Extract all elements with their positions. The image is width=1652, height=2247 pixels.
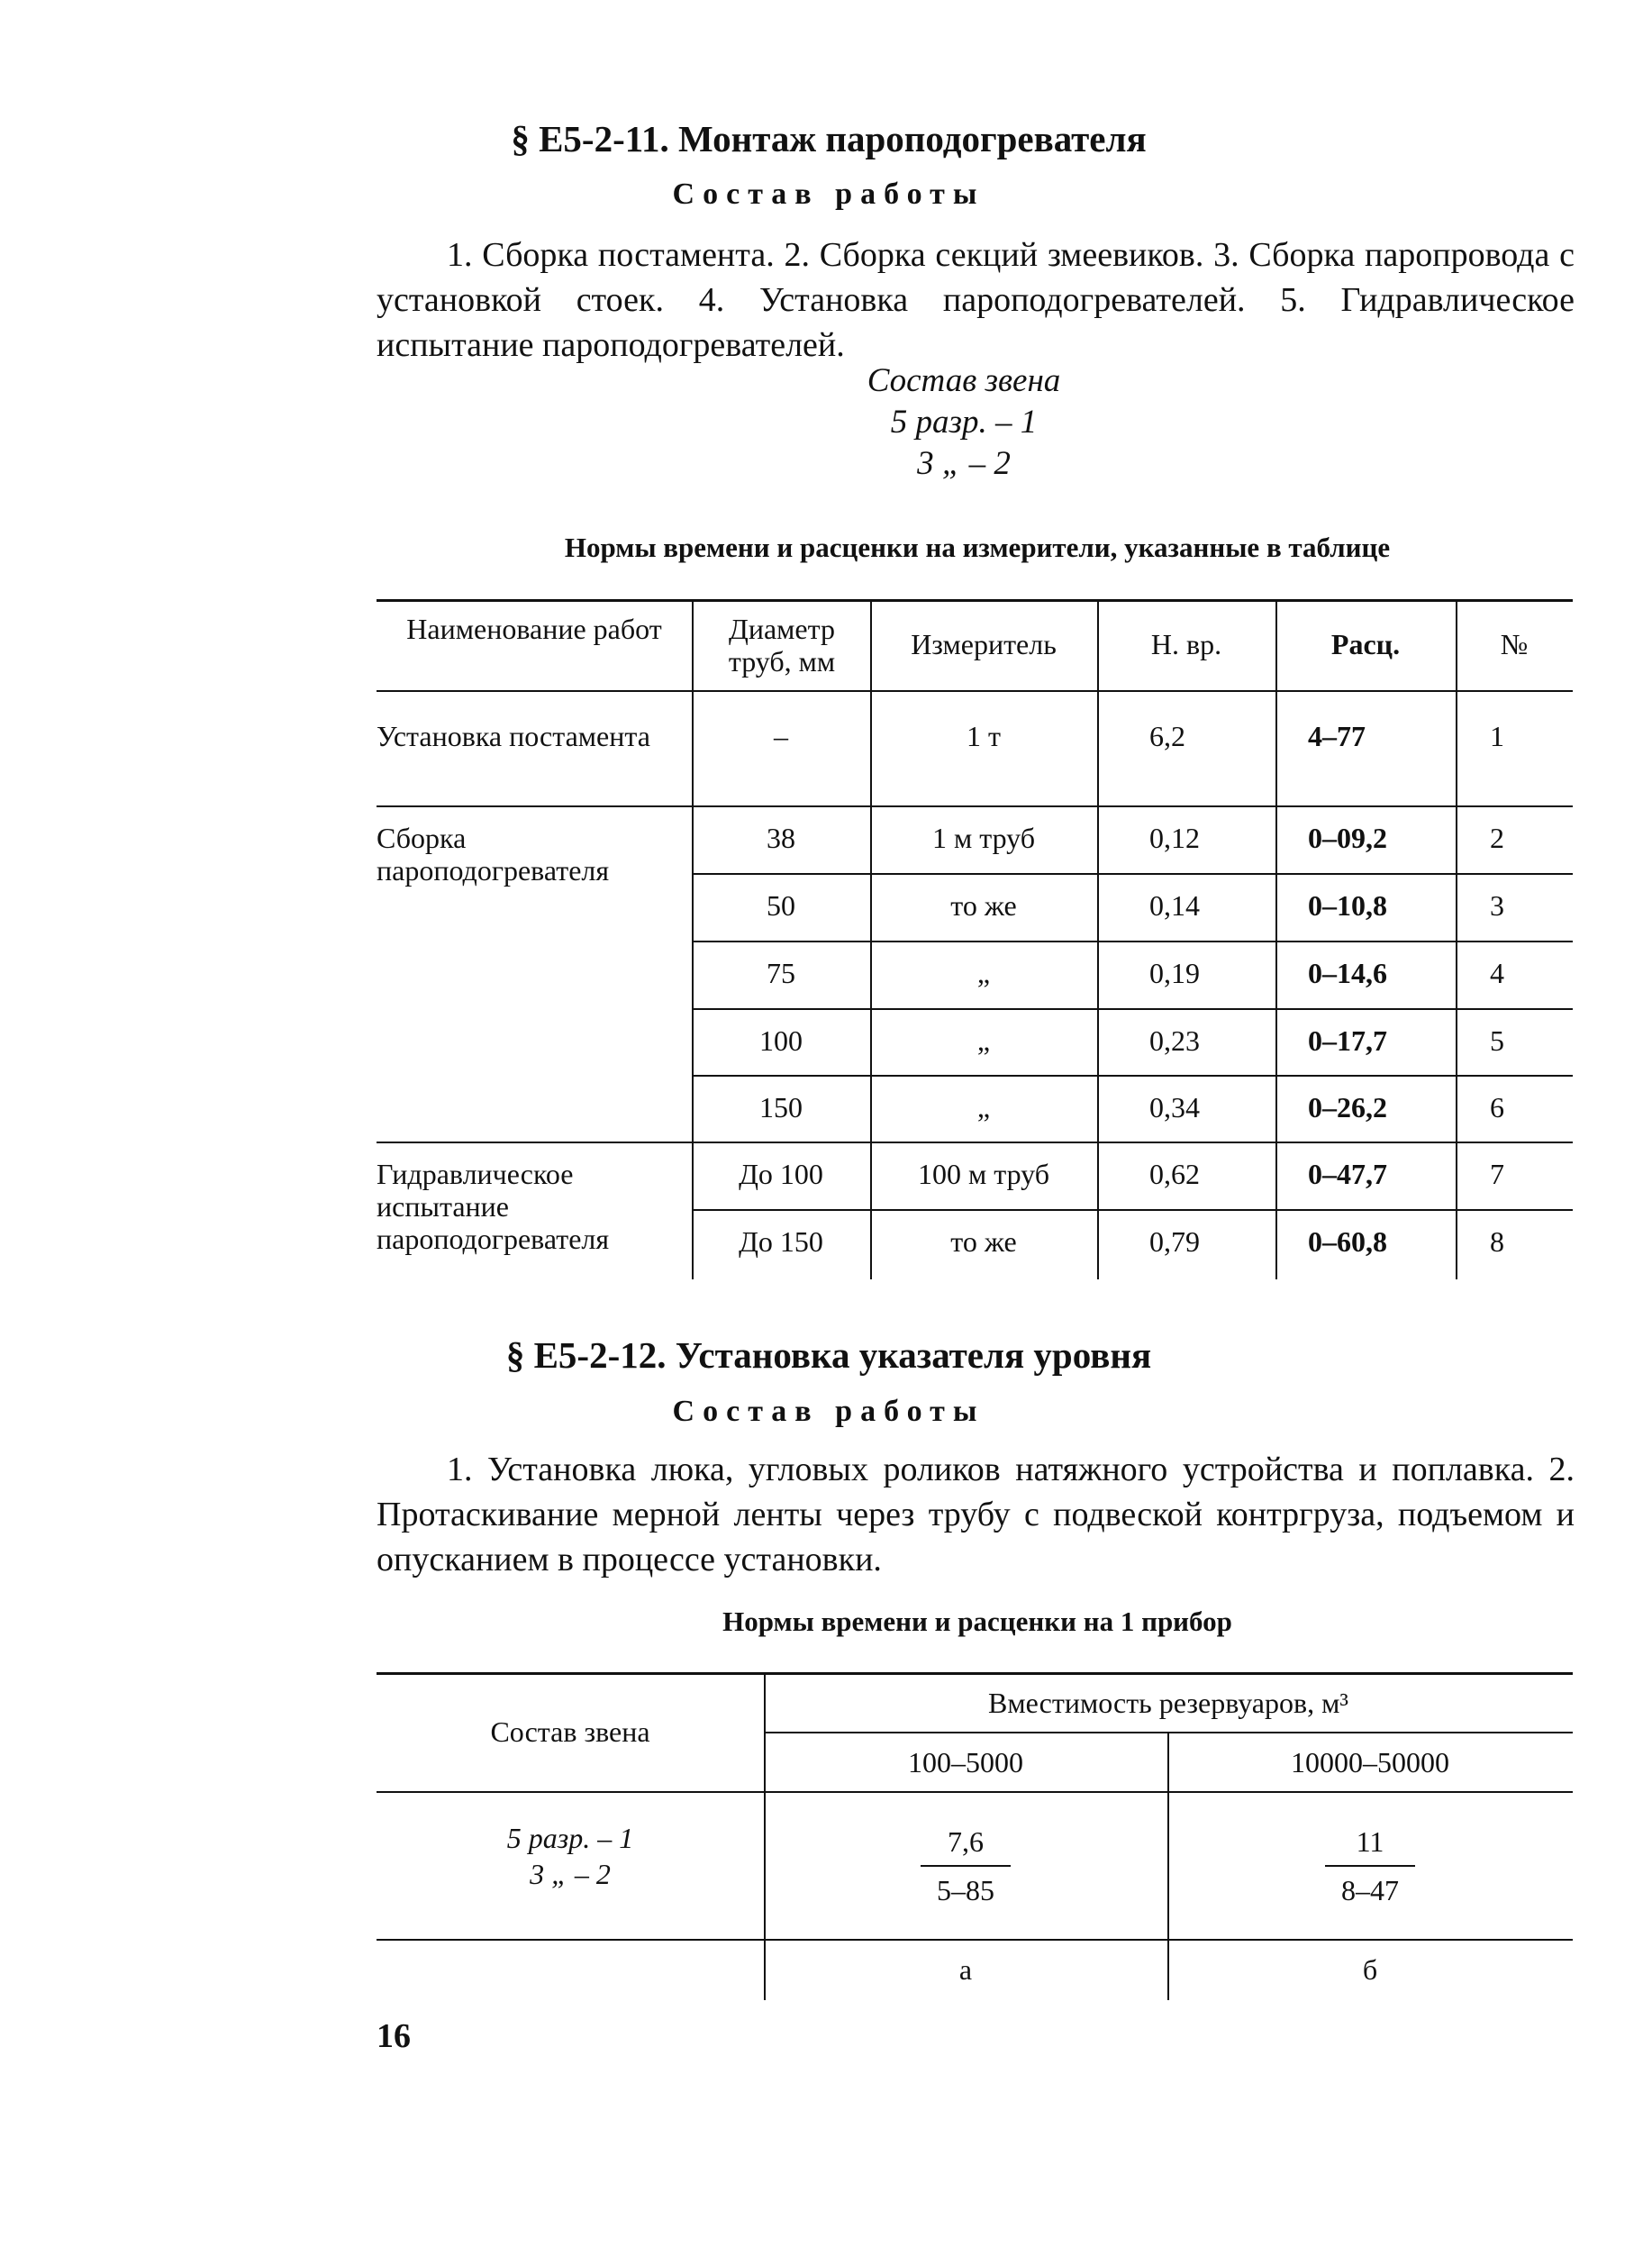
- column-header: Диаметр труб, мм: [728, 613, 836, 678]
- norm-cell: 0,34: [1149, 1091, 1200, 1124]
- work-composition-text: 1. Сборка постамента. 2. Сборка секций змеевиков. 3. Сборка паропровода с установкой стоек. 4. Установка пароподогревателей. 5. Гидравлическое испытание пароподогревателей.: [377, 236, 1575, 364]
- section-title: § Е5-2-12. Установка указателя уровня: [505, 1334, 1152, 1376]
- table-rule: [1456, 599, 1457, 1279]
- table-rule: [377, 599, 1573, 602]
- norm-rate-fraction: [1167, 1824, 1573, 1908]
- norm-value: 7,6: [948, 1825, 984, 1858]
- norm-rate-fraction: [764, 1824, 1167, 1908]
- table-title: Нормы времени и расценки на 1 прибор: [722, 1606, 1232, 1637]
- rate-value: 5–85: [937, 1874, 994, 1906]
- rate-cell: 4–77: [1308, 720, 1366, 752]
- diameter-cell: 50: [767, 889, 795, 922]
- work-name-cell: Гидравлическое испытание пароподогревателя: [377, 1158, 610, 1255]
- norm-cell: 0,23: [1149, 1024, 1200, 1057]
- column-group-header: Вместимость резервуаров, м³: [988, 1687, 1348, 1719]
- norm-cell: 0,62: [1149, 1158, 1200, 1190]
- work-composition-header: Состав работы: [672, 177, 985, 211]
- column-header: Н. вр.: [1150, 628, 1222, 660]
- row-number-cell: 6: [1490, 1091, 1504, 1124]
- row-number-cell: 2: [1490, 822, 1504, 854]
- unit-cell: „: [976, 1091, 991, 1124]
- brigade-title: Состав звена: [867, 362, 1061, 399]
- section-title: § Е5-2-11. Монтаж пароподогревателя: [511, 118, 1147, 159]
- row-number-cell: 8: [1490, 1225, 1504, 1258]
- rate-value: 8–47: [1341, 1874, 1399, 1906]
- table-rule: [1097, 599, 1099, 1279]
- diameter-cell: 75: [767, 957, 795, 989]
- column-letter: б: [1362, 1953, 1378, 1986]
- diameter-cell: До 100: [739, 1158, 823, 1190]
- row-number-cell: 5: [1490, 1024, 1504, 1057]
- column-header: №: [1500, 628, 1529, 660]
- rate-cell: 0–60,8: [1308, 1225, 1387, 1258]
- row-number-cell: 4: [1490, 957, 1504, 989]
- brigade-line: 3 „ – 2: [530, 1858, 611, 1890]
- table-rule: [377, 1791, 1573, 1793]
- table-rule: [692, 941, 1573, 942]
- table-rule: [377, 805, 1573, 807]
- row-number-cell: 1: [1490, 720, 1504, 752]
- work-name-cell: Установка постамента: [377, 720, 650, 752]
- norm-cell: 0,12: [1149, 822, 1200, 854]
- table-rule: [377, 1672, 1573, 1675]
- rate-cell: 0–10,8: [1308, 889, 1387, 922]
- norm-cell: 0,19: [1149, 957, 1200, 989]
- row-number-cell: 7: [1490, 1158, 1504, 1190]
- table-rule: [692, 1008, 1573, 1010]
- column-header: 10000–50000: [1291, 1746, 1449, 1778]
- unit-cell: 100 м труб: [917, 1158, 1050, 1190]
- brigade-line: 5 разр. – 1: [506, 1822, 634, 1854]
- table-rule: [377, 1939, 1573, 1941]
- rate-cell: 0–47,7: [1308, 1158, 1387, 1190]
- work-composition-header: Состав работы: [672, 1395, 985, 1428]
- diameter-cell: 38: [767, 822, 795, 854]
- column-header: Измеритель: [911, 628, 1057, 660]
- norm-value: 11: [1356, 1825, 1384, 1858]
- rate-cell: 0–09,2: [1308, 822, 1387, 854]
- unit-cell: 1 т: [967, 720, 1001, 752]
- table-title: Нормы времени и расценки на измерители, указанные в таблице: [564, 532, 1391, 563]
- column-header: Состав звена: [490, 1715, 650, 1748]
- diameter-cell: 100: [759, 1024, 803, 1057]
- diameter-cell: 150: [759, 1091, 803, 1124]
- work-composition-text: 1. Установка люка, угловых роликов натяжного устройства и поплавка. 2. Протаскивание мерной ленты через трубу с подвеской контргруза, подъемом и опусканием в процессе установки.: [377, 1451, 1575, 1578]
- table-rule: [692, 1075, 1573, 1077]
- page-number: 16: [377, 2017, 411, 2055]
- diameter-cell: До 150: [739, 1225, 823, 1258]
- table-rule: [1275, 599, 1277, 1279]
- table-rule: [377, 690, 1573, 692]
- column-header: Наименование работ: [406, 613, 662, 645]
- fraction-bar: [921, 1865, 1011, 1867]
- row-number-cell: 3: [1490, 889, 1504, 922]
- unit-cell: „: [976, 957, 991, 989]
- work-name-cell: Сборка пароподогревателя: [377, 822, 610, 887]
- norm-cell: 0,79: [1149, 1225, 1200, 1258]
- rate-cell: 0–14,6: [1308, 957, 1387, 989]
- rate-cell: 0–26,2: [1308, 1091, 1387, 1124]
- table-rule: [692, 873, 1573, 875]
- table-rule: [692, 1209, 1573, 1211]
- table-rule: [377, 1142, 1573, 1143]
- column-letter: а: [958, 1953, 973, 1986]
- rate-cell: 0–17,7: [1308, 1024, 1387, 1057]
- fraction-bar: [1325, 1865, 1415, 1867]
- brigade-cell: [377, 1820, 764, 1892]
- unit-cell: то же: [950, 1225, 1017, 1258]
- brigade-composition: [685, 360, 1243, 485]
- column-header: 100–5000: [908, 1746, 1023, 1778]
- unit-cell: 1 м труб: [931, 822, 1036, 854]
- norm-cell: 0,14: [1149, 889, 1200, 922]
- diameter-cell: –: [774, 720, 788, 752]
- unit-cell: то же: [950, 889, 1017, 922]
- brigade-line: 3 „ – 2: [917, 445, 1011, 482]
- norm-cell: 6,2: [1149, 720, 1185, 752]
- brigade-line: 5 разр. – 1: [890, 404, 1038, 441]
- unit-cell: „: [976, 1024, 991, 1057]
- column-header: Расц.: [1330, 628, 1401, 660]
